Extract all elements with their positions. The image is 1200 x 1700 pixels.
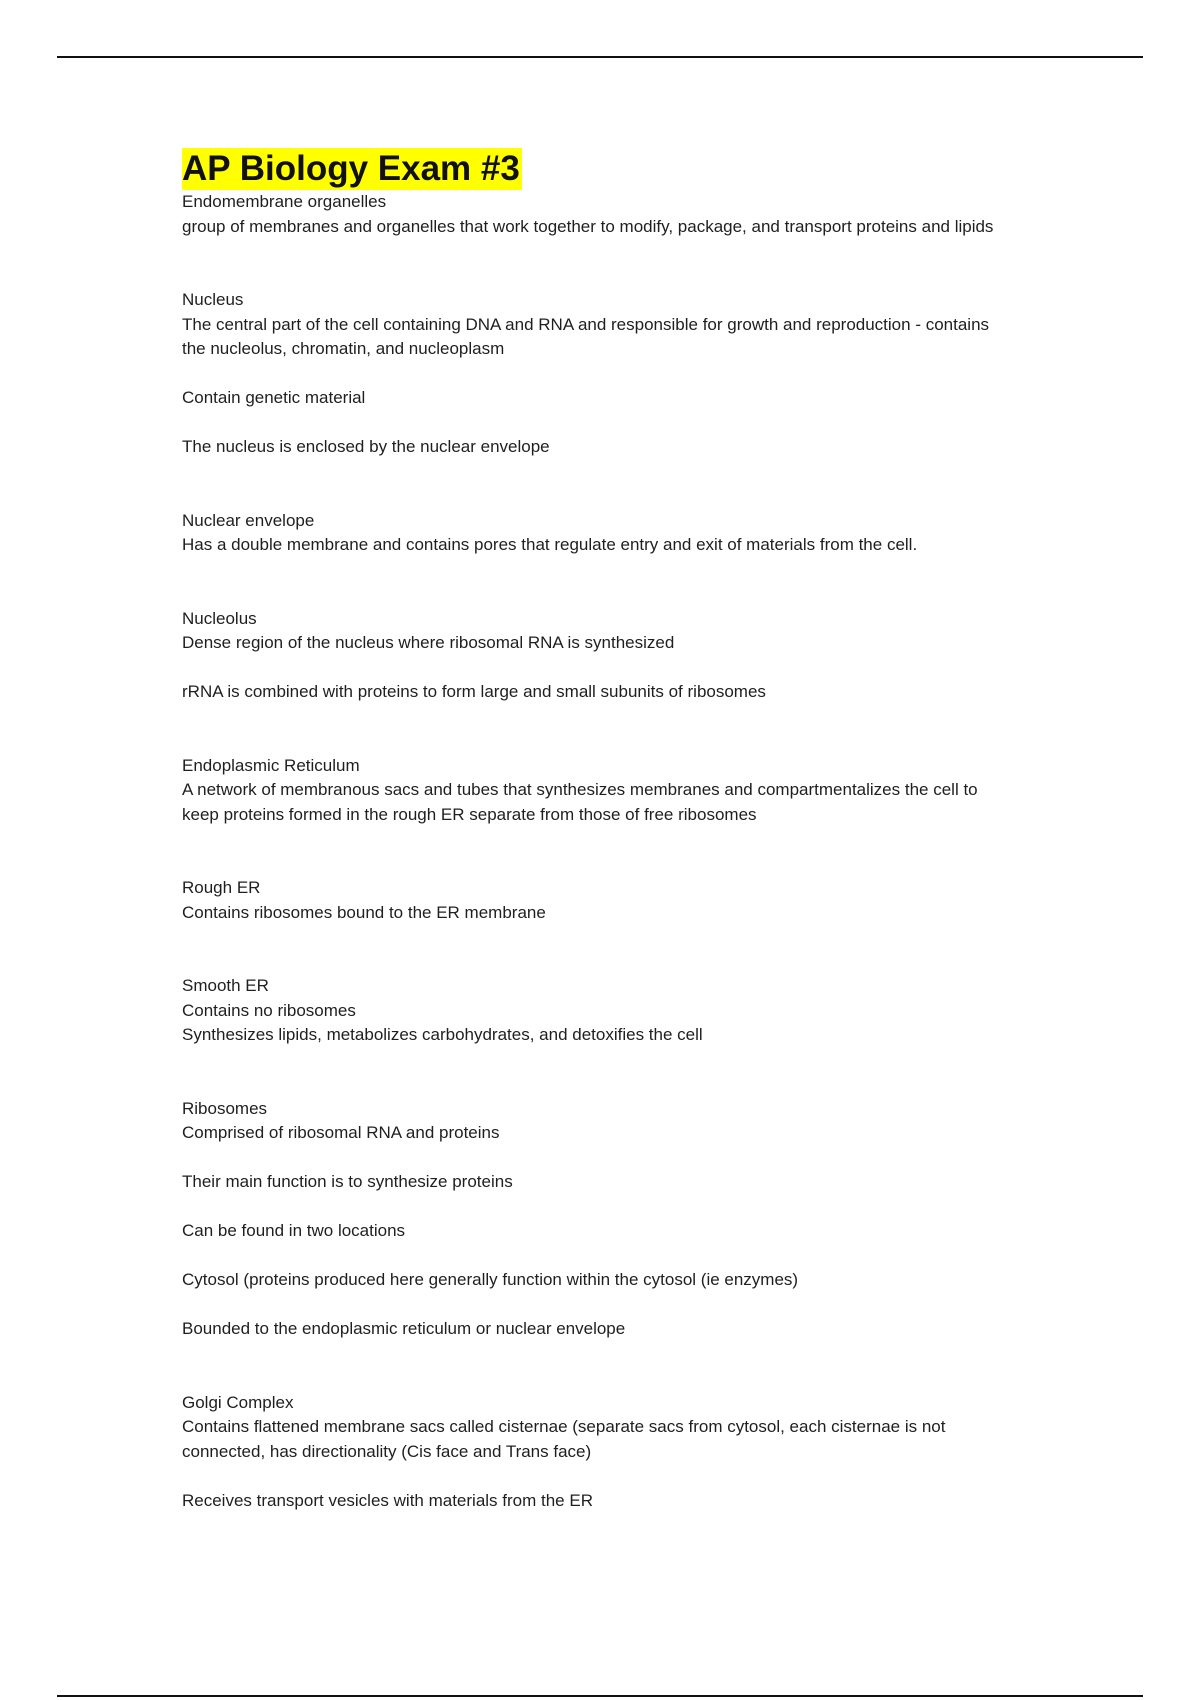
footer-rule — [57, 1695, 1143, 1697]
definition: Contains no ribosomes — [182, 1000, 356, 1020]
definition: Cytosol (proteins produced here generally function within the cytosol (ie enzymes) — [182, 1270, 799, 1289]
entry-rough-er — [182, 876, 1012, 925]
entry-golgi-complex — [182, 1391, 1012, 1514]
term: Endoplasmic Reticulum — [182, 755, 360, 775]
entry-ribosomes — [182, 1097, 1012, 1342]
term: Golgi Complex — [182, 1392, 294, 1412]
definition: Can be found in two locations — [182, 1221, 406, 1240]
definition: The central part of the cell containing DNA and RNA and responsible for growth and reproduction - contains the nucleolus, chromatin, and nucleoplasm — [182, 314, 990, 358]
term: Rough ER — [182, 878, 261, 897]
entry-nucleus — [182, 288, 1012, 460]
entry-nuclear-envelope — [182, 509, 1012, 558]
term: Endomembrane organelles — [182, 192, 387, 211]
term: Nucleus — [182, 290, 244, 309]
definition: Contain genetic material — [182, 388, 366, 407]
definition: Contains flattened membrane sacs called cisternae (separate sacs from cytosol, each cisternae is not connected, has directionality (Cis face and Trans face) — [182, 1417, 946, 1461]
term: Nucleolus — [182, 608, 257, 628]
definition: Has a double membrane and contains pores that regulate entry and exit of materials from the cell. — [182, 535, 918, 554]
definition: Dense region of the nucleus where ribosomal RNA is synthesized — [182, 633, 675, 652]
definition: A network of membranous sacs and tubes that synthesizes membranes and compartmentalizes the cell to keep proteins formed in the rough ER separate from those of free ribosomes — [182, 780, 978, 824]
definition: Their main function is to synthesize proteins — [182, 1172, 513, 1191]
entry-endoplasmic-reticulum — [182, 754, 1012, 828]
header-rule — [57, 56, 1143, 58]
document-body — [182, 148, 1012, 1513]
definition: group of membranes and organelles that work together to modify, package, and transport proteins and lipids — [182, 216, 994, 236]
definition: Receives transport vesicles with materials from the ER — [182, 1490, 593, 1510]
term: Ribosomes — [182, 1098, 268, 1118]
definition: Bounded to the endoplasmic reticulum or nuclear envelope — [182, 1319, 626, 1338]
entry-endomembrane-organelles — [182, 190, 1012, 239]
definition: The nucleus is enclosed by the nuclear envelope — [182, 437, 550, 456]
entry-smooth-er — [182, 974, 1012, 1048]
document-title: AP Biology Exam #3 — [182, 149, 520, 188]
definition: Synthesizes lipids, metabolizes carbohydrates, and detoxifies the cell — [182, 1025, 703, 1044]
definition: Contains ribosomes bound to the ER membrane — [182, 902, 546, 922]
entry-nucleolus — [182, 607, 1012, 705]
term: Nuclear envelope — [182, 510, 315, 530]
definition: Comprised of ribosomal RNA and proteins — [182, 1123, 500, 1142]
term: Smooth ER — [182, 976, 269, 995]
definition: rRNA is combined with proteins to form large and small subunits of ribosomes — [182, 682, 766, 701]
